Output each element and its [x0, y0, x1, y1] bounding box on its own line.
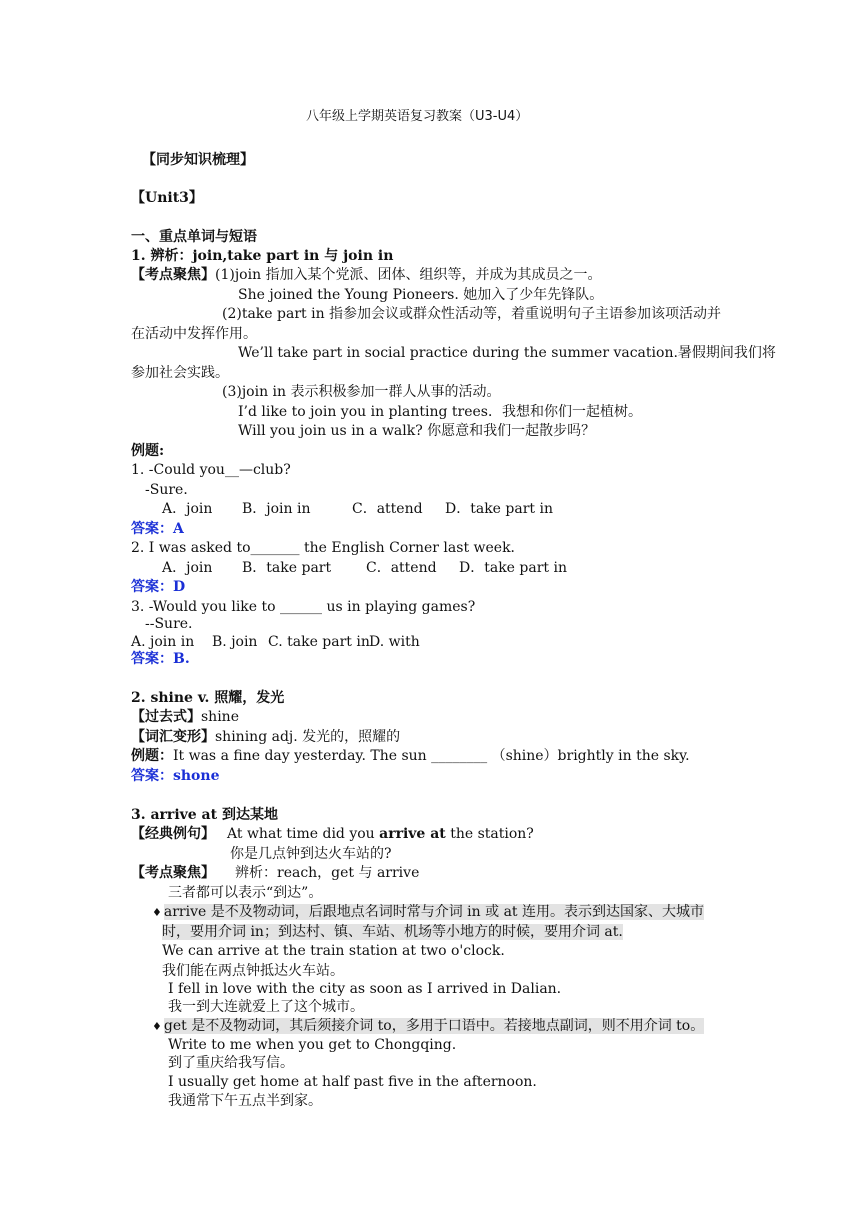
q2-option-d: D．take part in: [459, 560, 567, 576]
q1-line2: -Sure．: [145, 482, 198, 498]
s2-past-label: 【过去式】: [131, 709, 201, 725]
s3-ex3-cn: 到了重庆给我写信。: [168, 1055, 294, 1071]
s1-heading: 1. 辨析：join,take part in 与 join in: [131, 248, 394, 264]
s2-answer: 答案：shone: [131, 768, 220, 784]
s3-arrive-line2: [162, 923, 623, 941]
q1-line1: 1. -Could you__—club?: [131, 462, 291, 478]
s2-example: It was a fine day yesterday. The sun ________ （shine）brightly in the sky.: [173, 748, 690, 764]
s3-arrive-b: 时，要用介词 in；到达村、镇、车站、机场等小地方的时候，要用介词 at.: [162, 924, 623, 940]
s2-heading: 2. shine v. 照耀，发光: [131, 690, 285, 706]
diamond-bullet-icon: ♦: [152, 1020, 162, 1033]
s1-p2-example-b: 参加社会实践。: [131, 365, 229, 381]
s3-classic-pre: At what time did you: [227, 826, 380, 842]
unit-header: 【Unit3】: [131, 190, 203, 206]
q1-option-a: A．join: [162, 501, 213, 517]
q1-option-c: C．attend: [352, 501, 423, 517]
s3-intro: 三者都可以表示“到达”。: [168, 885, 323, 901]
q1-answer: 答案：A: [131, 521, 184, 537]
s2-example-label: 例题：: [131, 748, 173, 764]
s3-ex3-en: Write to me when you get to Chongqing.: [168, 1037, 457, 1053]
s3-heading: 3. arrive at 到达某地: [131, 807, 278, 823]
sync-header: 【同步知识梳理】: [142, 152, 254, 168]
s2-past-line: [131, 708, 239, 726]
s3-classic-cn: 你是几点钟到达火车站的?: [230, 846, 392, 862]
q2-option-b: B．take part: [242, 560, 332, 576]
s3-arrive-a: arrive 是不及物动词，后跟地点名词时常与介词 in 或 at 连用。表示到达国家、大城市: [163, 904, 704, 920]
q3-line1: 3. -Would you like to ______ us in playing games?: [131, 599, 476, 615]
s2-past: shine: [201, 709, 239, 725]
s2-change-label: 【词汇变形】: [131, 729, 215, 745]
s3-classic-label: 【经典例句】: [131, 826, 215, 842]
s2-change-line: [131, 728, 400, 746]
s3-classic-line: [131, 825, 534, 843]
s3-ex4-cn: 我通常下午五点半到家。: [168, 1093, 322, 1109]
q3-option-b: B. join: [212, 634, 258, 650]
document-title: 八年级上学期英语复习教案（U3-U4）: [306, 109, 529, 124]
s3-focus-line: [131, 864, 419, 882]
s3-arrive-line1: [152, 903, 704, 922]
section-title: 一、重点单词与短语: [131, 229, 257, 245]
q2-option-a: A．join: [162, 560, 213, 576]
s3-get-a: get 是不及物动词，其后须接介词 to，多用于口语中。若接地点副词，则不用介词 to。: [163, 1018, 705, 1034]
s1-p1-example: She joined the Young Pioneers. 她加入了少年先锋队。: [238, 287, 604, 303]
q2-line1: 2. I was asked to_______ the English Corner last week．: [131, 540, 525, 556]
s1-p2b: 在活动中发挥作用。: [131, 326, 257, 342]
s1-p3: (3)join in 表示积极参加一群人从事的活动。: [222, 384, 501, 400]
q3-option-d: D. with: [369, 634, 420, 650]
s1-focus-label: 【考点聚焦】: [131, 267, 215, 283]
s3-focus: 辨析：reach，get 与 arrive: [235, 865, 420, 881]
examples-label: 例题:: [131, 443, 165, 459]
s1-p3-example-1: I’d like to join you in planting trees．我想和你们一起植树。: [238, 404, 642, 420]
q3-option-c: C. take part in: [268, 634, 370, 650]
s3-ex4-en: I usually get home at half past five in the afternoon.: [168, 1074, 537, 1090]
q3-answer: 答案：B.: [131, 651, 190, 667]
s1-focus-line: [131, 266, 602, 284]
q1-option-d: D．take part in: [445, 501, 553, 517]
s3-ex2-cn: 我一到大连就爱上了这个城市。: [168, 999, 364, 1015]
s3-classic-bold: arrive at: [379, 826, 446, 842]
s2-example-line: [131, 747, 690, 765]
q3-line2: --Sure.: [145, 616, 193, 632]
s1-p3-example-2: Will you join us in a walk? 你愿意和我们一起散步吗？: [238, 423, 596, 439]
q2-answer: 答案：D: [131, 579, 186, 595]
q1-option-b: B．join in: [242, 501, 311, 517]
s3-ex2-en: I fell in love with the city as soon as I arrived in Dalian.: [168, 981, 562, 997]
diamond-bullet-icon: ♦: [152, 906, 162, 919]
s3-get-line: [152, 1017, 704, 1036]
q2-option-c: C．attend: [366, 560, 437, 576]
s3-focus-label: 【考点聚焦】: [131, 865, 215, 881]
q3-option-a: A. join in: [131, 634, 195, 650]
s3-ex1-cn: 我们能在两点钟抵达火车站。: [162, 963, 344, 979]
s1-p2-example-a: We’ll take part in social practice during the summer vacation.暑假期间我们将: [238, 345, 776, 361]
s2-change: shining adj. 发光的，照耀的: [215, 729, 401, 745]
s3-ex1-en: We can arrive at the train station at two o'clock.: [162, 943, 505, 959]
s1-p1: (1)join 指加入某个党派、团体、组织等，并成为其成员之一。: [215, 267, 602, 283]
s1-p2a: (2)take part in 指参加会议或群众性活动等，着重说明句子主语参加该项活动并: [222, 306, 722, 322]
s3-classic-post: the station?: [445, 826, 534, 842]
